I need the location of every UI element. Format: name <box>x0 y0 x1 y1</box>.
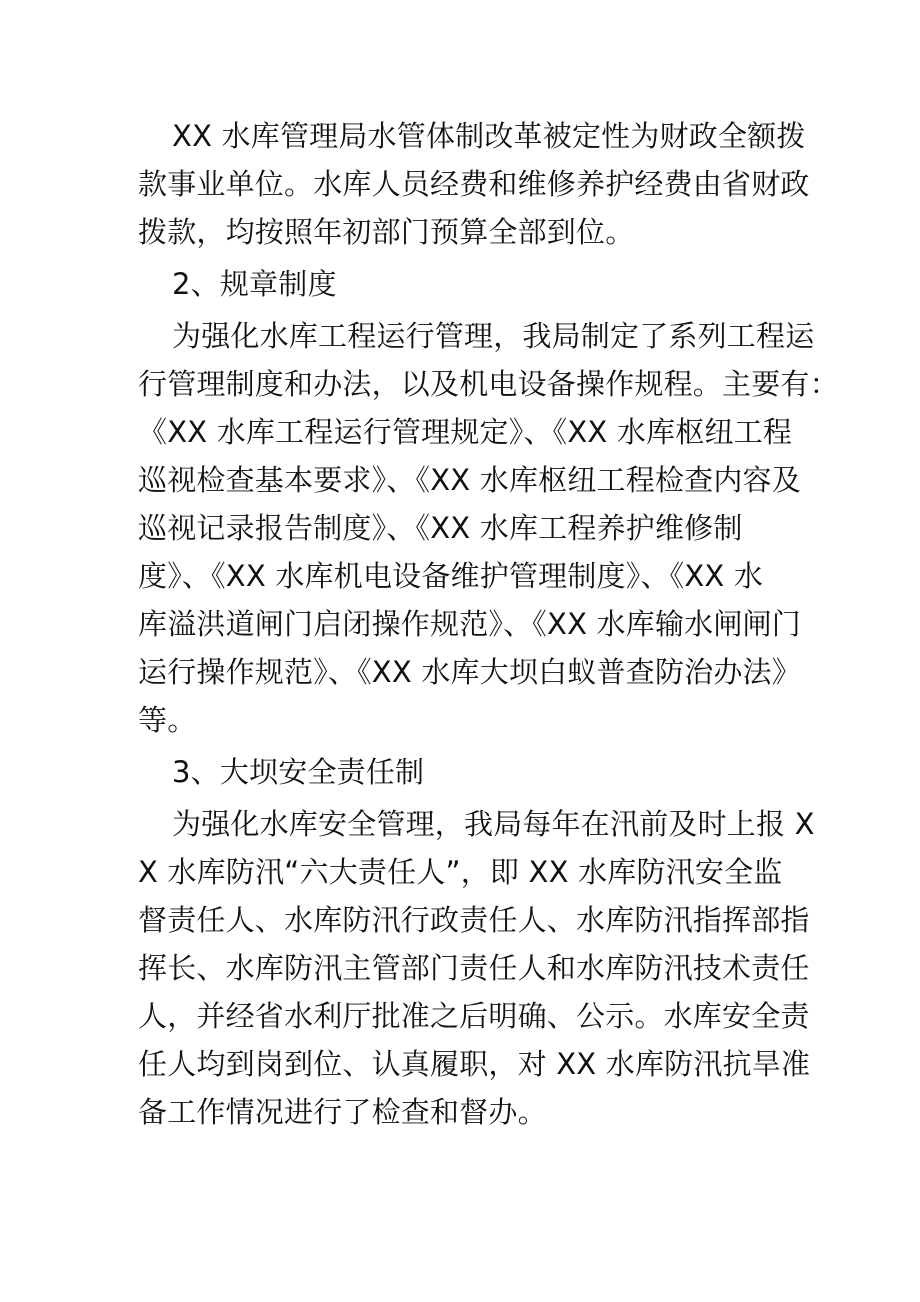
paragraph-line: 任人均到岗到位、认真履职，对 XX 水库防汛抗旱准 <box>138 1047 811 1081</box>
paragraph-funding <box>138 112 810 256</box>
section-heading-dam-safety: 3、大坝安全责任制 <box>172 755 425 789</box>
paragraph-line: 等。 <box>138 703 197 737</box>
paragraph-line: XX 水库管理局水管体制改革被定性为财政全额拨 <box>172 119 806 153</box>
paragraph-line: 为强化水库安全管理，我局每年在汛前及时上报 X <box>172 807 815 841</box>
paragraph-line: 行管理制度和办法，以及机电设备操作规程。主要有： <box>138 367 839 401</box>
paragraph-line: 备工作情况进行了检查和督办。 <box>138 1095 547 1129</box>
paragraph-dam-safety <box>138 800 815 1136</box>
paragraph-line: 巡视记录报告制度》、《XX 水库工程养护维修制 <box>138 511 743 545</box>
paragraph-line: 款事业单位。水库人员经费和维修养护经费由省财政 <box>138 167 810 201</box>
section-heading-regulations: 2、规章制度 <box>172 267 337 301</box>
paragraph-line: 度》、《XX 水库机电设备维护管理制度》、《XX 水 <box>138 559 764 593</box>
paragraph-line: 《XX 水库工程运行管理规定》、《XX 水库枢纽工程 <box>138 415 793 449</box>
paragraph-line: 运行操作规范》、《XX 水库大坝白蚁普查防治办法》 <box>138 655 801 689</box>
document-page <box>138 112 839 1136</box>
paragraph-line: 为强化水库工程运行管理，我局制定了系列工程运 <box>172 319 815 353</box>
paragraph-line: 挥长、水库防汛主管部门责任人和水库防汛技术责任 <box>138 951 810 985</box>
paragraph-line: 督责任人、水库防汛行政责任人、水库防汛指挥部指 <box>138 903 810 937</box>
paragraph-line: 库溢洪道闸门启闭操作规范》、《XX 水库输水闸闸门 <box>138 607 801 641</box>
paragraph-regulations <box>138 312 839 744</box>
paragraph-line: 人，并经省水利厅批准之后明确、公示。水库安全责 <box>138 999 810 1033</box>
paragraph-line: 拨款，均按照年初部门预算全部到位。 <box>138 215 635 249</box>
paragraph-line: X 水库防汛“六大责任人”，即 XX 水库防汛安全监 <box>138 855 783 889</box>
paragraph-line: 巡视检查基本要求》、《XX 水库枢纽工程检查内容及 <box>138 463 801 497</box>
